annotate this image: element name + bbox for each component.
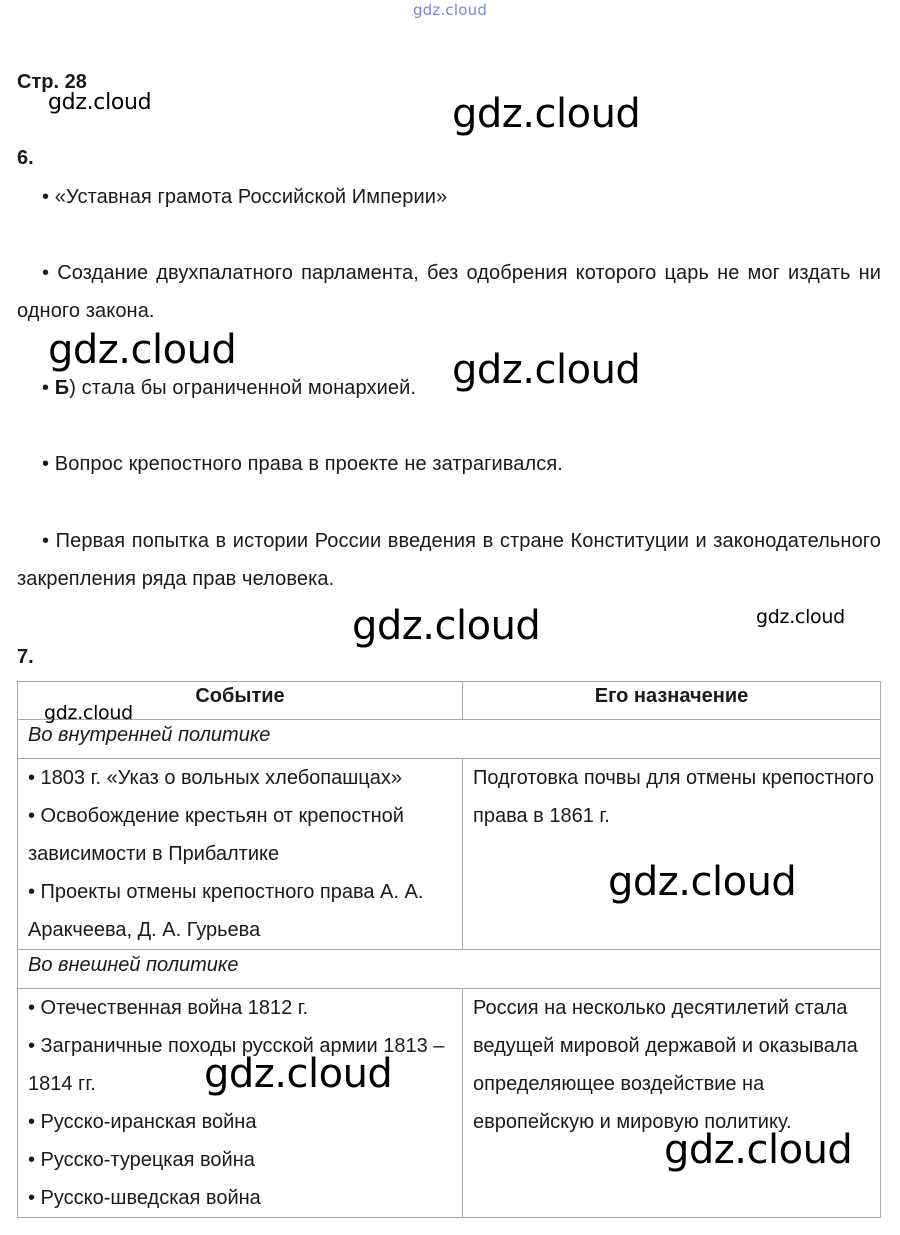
- list-item: • Заграничные походы русской армии 1813 – 1814 гг.: [28, 1035, 445, 1095]
- task-6-item-3: [17, 369, 881, 407]
- list-item: • Русско-иранская война: [28, 1111, 257, 1133]
- bullet: •: [42, 186, 50, 208]
- list-item: • Отечественная война 1812 г.: [28, 997, 309, 1019]
- section-row-foreign: [18, 950, 881, 989]
- table-header-row: [18, 682, 881, 720]
- header-purpose: Его назначение: [463, 682, 881, 720]
- task-6-number: 6.: [17, 147, 34, 169]
- header-event: Событие: [18, 682, 463, 720]
- item-text: Создание двухпалатного парламента, без одобрения которого царь не мог издать ни одного закона.: [17, 262, 881, 322]
- watermark: gdz.cloud: [756, 606, 845, 628]
- list-item: • Освобождение крестьян от крепостной зависимости в Прибалтике: [28, 805, 404, 865]
- page-reference: Стр. 28: [17, 71, 87, 93]
- watermark: gdz.cloud: [48, 90, 152, 115]
- item-text: ) стала бы ограниченной монархией.: [69, 377, 417, 399]
- item-text: Вопрос крепостного права в проекте не затрагивался.: [54, 453, 563, 475]
- watermark: gdz.cloud: [452, 347, 641, 393]
- task-6-item-4: [17, 445, 881, 483]
- task-7-number: 7.: [17, 646, 34, 668]
- section-title: Во внешней политике: [18, 950, 881, 989]
- bullet: •: [42, 377, 50, 399]
- list-item: • Проекты отмены крепостного права А. А. Аракчеева, Д. А. Гурьева: [28, 881, 424, 941]
- watermark: gdz.cloud: [48, 327, 237, 373]
- section-row-domestic: [18, 720, 881, 759]
- watermark: gdz.cloud: [44, 702, 133, 724]
- events-cell: [18, 989, 463, 1218]
- watermark: gdz.cloud: [352, 603, 541, 649]
- purpose-cell: Подготовка почвы для отмены крепостного права в 1861 г.: [463, 759, 881, 950]
- bullet: •: [42, 262, 50, 284]
- table-row: [18, 989, 881, 1218]
- list-item: • Русско-шведская война: [28, 1187, 261, 1209]
- answer-letter: Б: [54, 377, 70, 399]
- watermark: gdz.cloud: [664, 1127, 853, 1173]
- section-title: Во внутренней политике: [18, 720, 881, 759]
- bullet: •: [42, 453, 50, 475]
- watermark: gdz.cloud: [452, 91, 641, 137]
- purpose-cell: Россия на несколько десятилетий стала ведущей мировой державой и оказывала определяющее воздействие на европейскую и мировую политику.: [463, 989, 881, 1218]
- top-watermark: gdz.cloud: [412, 1, 488, 19]
- watermark: gdz.cloud: [608, 859, 797, 905]
- item-text: «Уставная грамота Российской Империи»: [54, 186, 448, 208]
- task-6-item-1: [17, 178, 881, 216]
- events-cell: [18, 759, 463, 950]
- bullet: •: [42, 530, 50, 552]
- table-row: [18, 759, 881, 950]
- watermark: gdz.cloud: [204, 1051, 393, 1097]
- task-6-item-2: [17, 254, 881, 330]
- item-text: Первая попытка в истории России введения в стране Конституции и законодательного закрепления ряда прав человека.: [17, 530, 881, 590]
- list-item: • Русско-турецкая война: [28, 1149, 255, 1171]
- task-6-item-5: [17, 522, 881, 598]
- list-item: • 1803 г. «Указ о вольных хлебопашцах»: [28, 767, 402, 789]
